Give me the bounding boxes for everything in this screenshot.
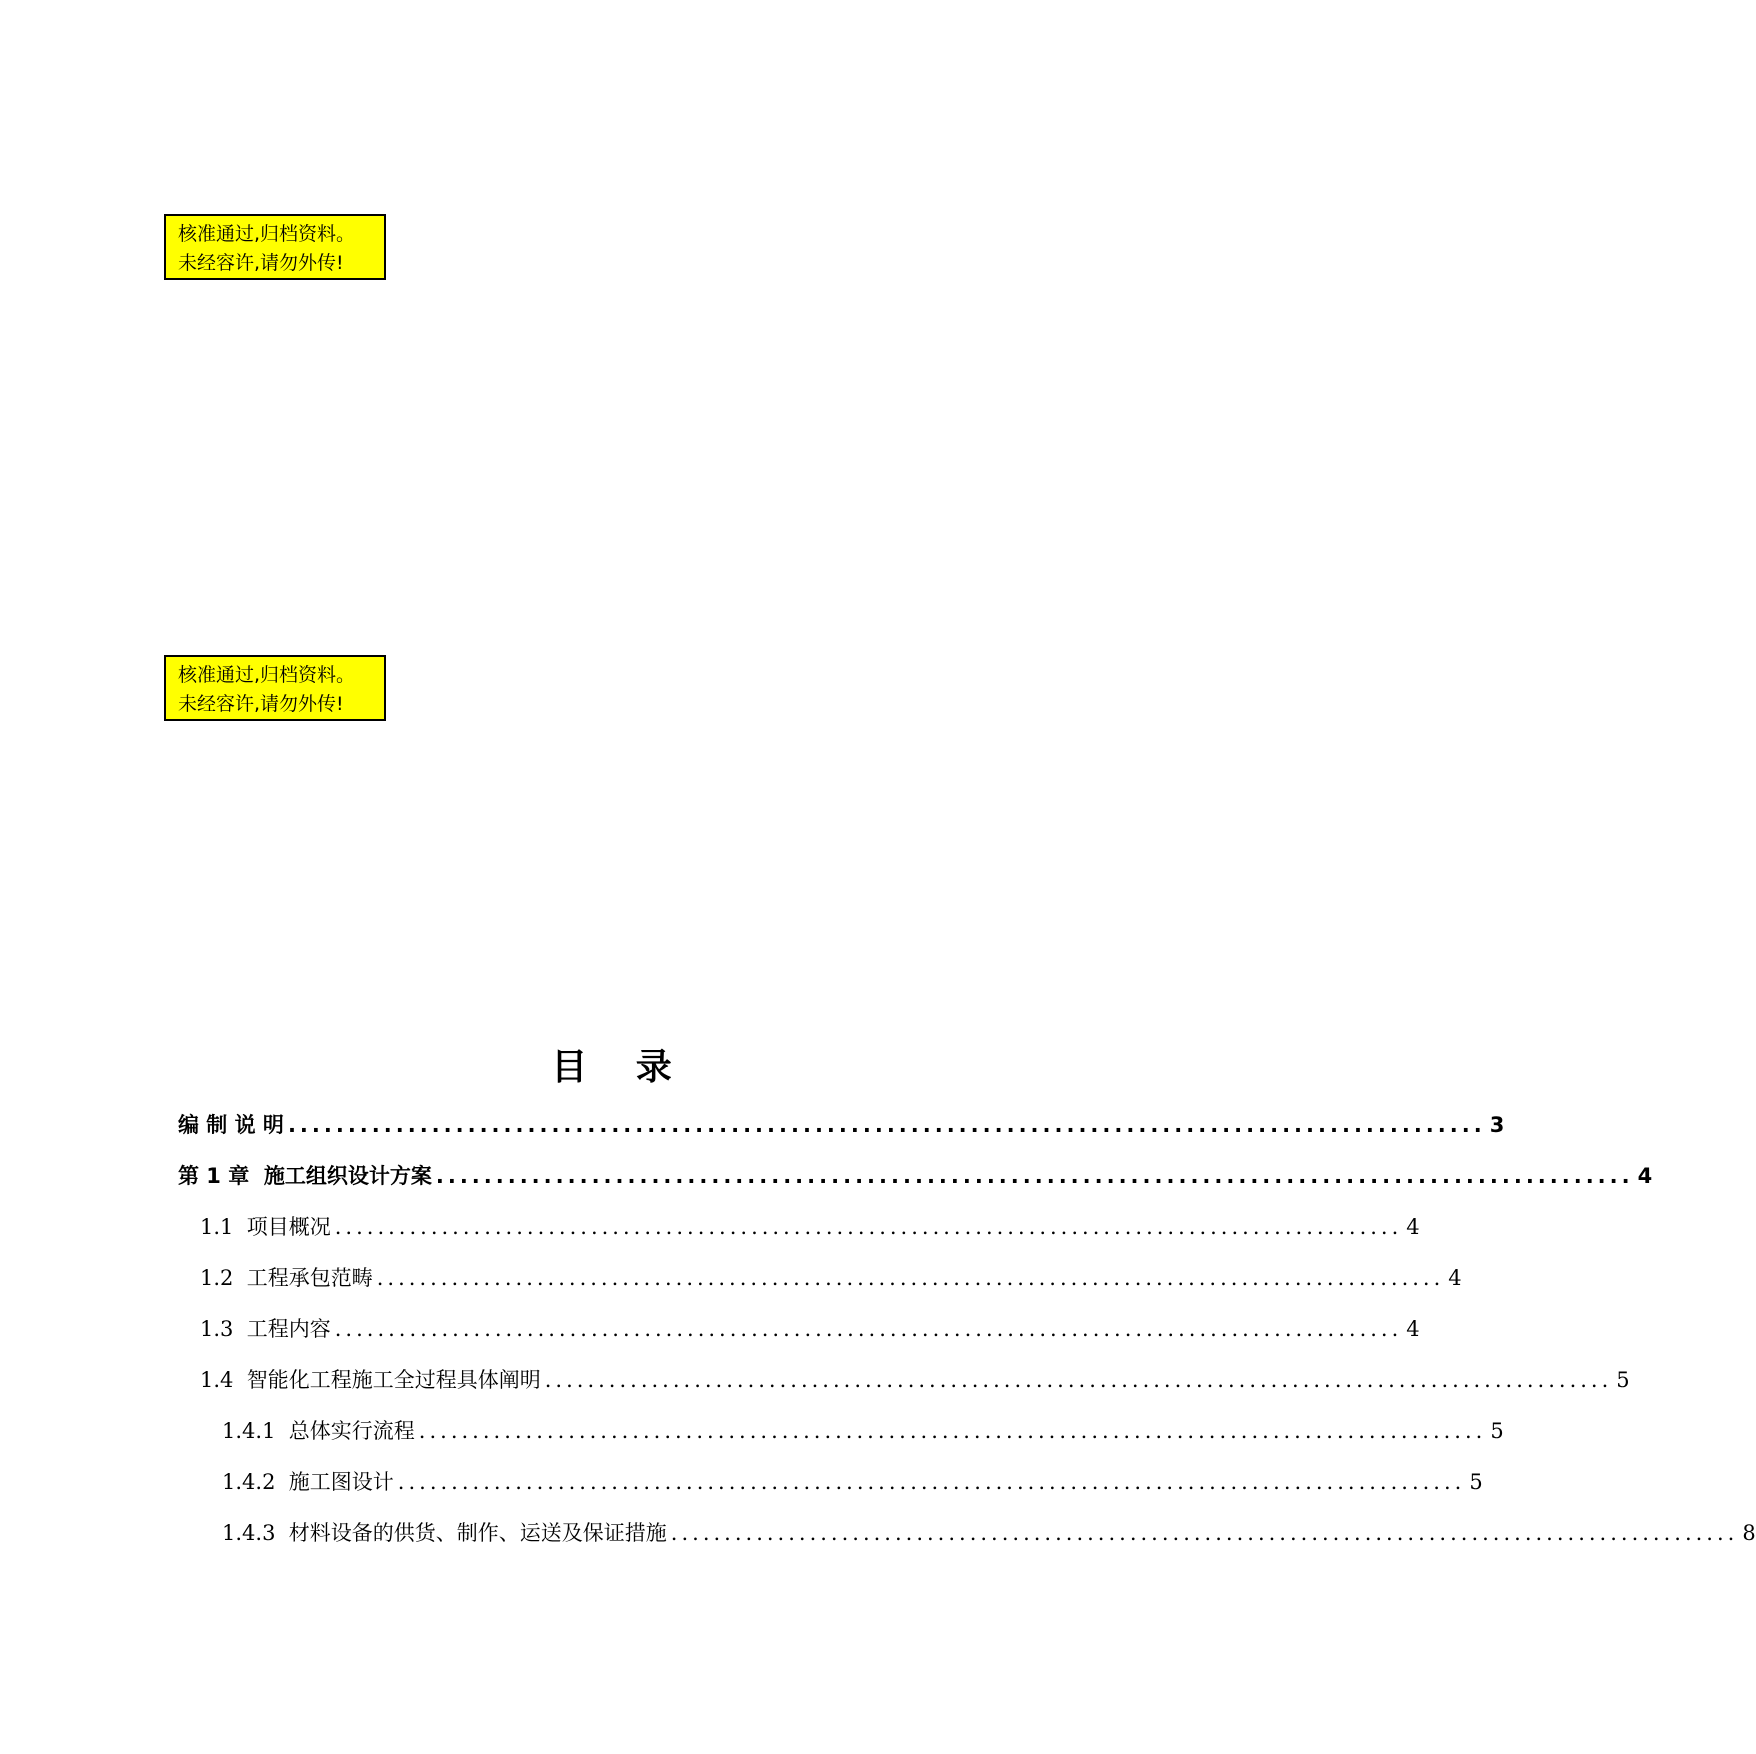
toc-entry[interactable] (222, 1518, 1756, 1548)
toc-entry[interactable] (178, 1161, 1653, 1191)
toc-page-number: 4 (1406, 1317, 1420, 1341)
toc-dot-leader: .................................................................................................... (397, 1470, 1466, 1494)
toc-entry-label: 1.4.1 总体实行流程 (222, 1419, 415, 1443)
toc-page-number: 5 (1616, 1368, 1630, 1392)
toc-dot-leader: .................................................................................................... (418, 1419, 1487, 1443)
toc-entry-label: 1.4.3 材料设备的供货、制作、运送及保证措施 (222, 1521, 667, 1545)
toc-entry-label: 1.3 工程内容 (200, 1317, 331, 1341)
toc-entry[interactable] (200, 1314, 1420, 1344)
toc-dot-leader: .................................................................................................... (670, 1521, 1739, 1545)
toc-page-number: 4 (1637, 1164, 1653, 1188)
toc-entry[interactable] (222, 1416, 1504, 1446)
toc-dot-leader: .................................................................................................... (334, 1215, 1403, 1239)
toc-entry[interactable] (178, 1110, 1505, 1140)
toc-page-number: 8 (1742, 1521, 1756, 1545)
toc-dot-leader: .................................................................................................... (544, 1368, 1613, 1392)
toc-dot-leader: .................................................................................................... (334, 1317, 1403, 1341)
toc-page-number: 4 (1406, 1215, 1420, 1239)
stamp-line-2: 未经容许,请勿外传! (178, 252, 344, 274)
toc-title: 目 录 (551, 1047, 690, 1088)
toc-page-number: 3 (1489, 1113, 1505, 1137)
toc-dot-leader: .................................................................................................... (435, 1164, 1634, 1188)
toc-entry-label: 第 1 章 施工组织设计方案 (178, 1164, 432, 1188)
toc-entry-label: 编 制 说 明 (178, 1113, 284, 1137)
toc-page-number: 5 (1469, 1470, 1483, 1494)
toc-entry-label: 1.2 工程承包范畴 (200, 1266, 373, 1290)
toc-entry-label: 1.1 项目概况 (200, 1215, 331, 1239)
toc-entry[interactable] (200, 1263, 1462, 1293)
toc-dot-leader: .................................................................................................... (376, 1266, 1445, 1290)
stamp-line-1: 核准通过,归档资料。 (178, 664, 356, 686)
toc-entry[interactable] (200, 1212, 1420, 1242)
toc-entry-label: 1.4.2 施工图设计 (222, 1470, 394, 1494)
toc-entry[interactable] (222, 1467, 1483, 1497)
toc-page-number: 4 (1448, 1266, 1462, 1290)
toc-dot-leader: .................................................................................................... (287, 1113, 1486, 1137)
toc-entry-label: 1.4 智能化工程施工全过程具体阐明 (200, 1368, 541, 1392)
stamp-line-1: 核准通过,归档资料。 (178, 223, 356, 245)
archive-stamp-top (164, 214, 386, 280)
toc-entry[interactable] (200, 1365, 1630, 1395)
stamp-line-2: 未经容许,请勿外传! (178, 693, 344, 715)
archive-stamp-middle (164, 655, 386, 721)
toc-page-number: 5 (1490, 1419, 1504, 1443)
